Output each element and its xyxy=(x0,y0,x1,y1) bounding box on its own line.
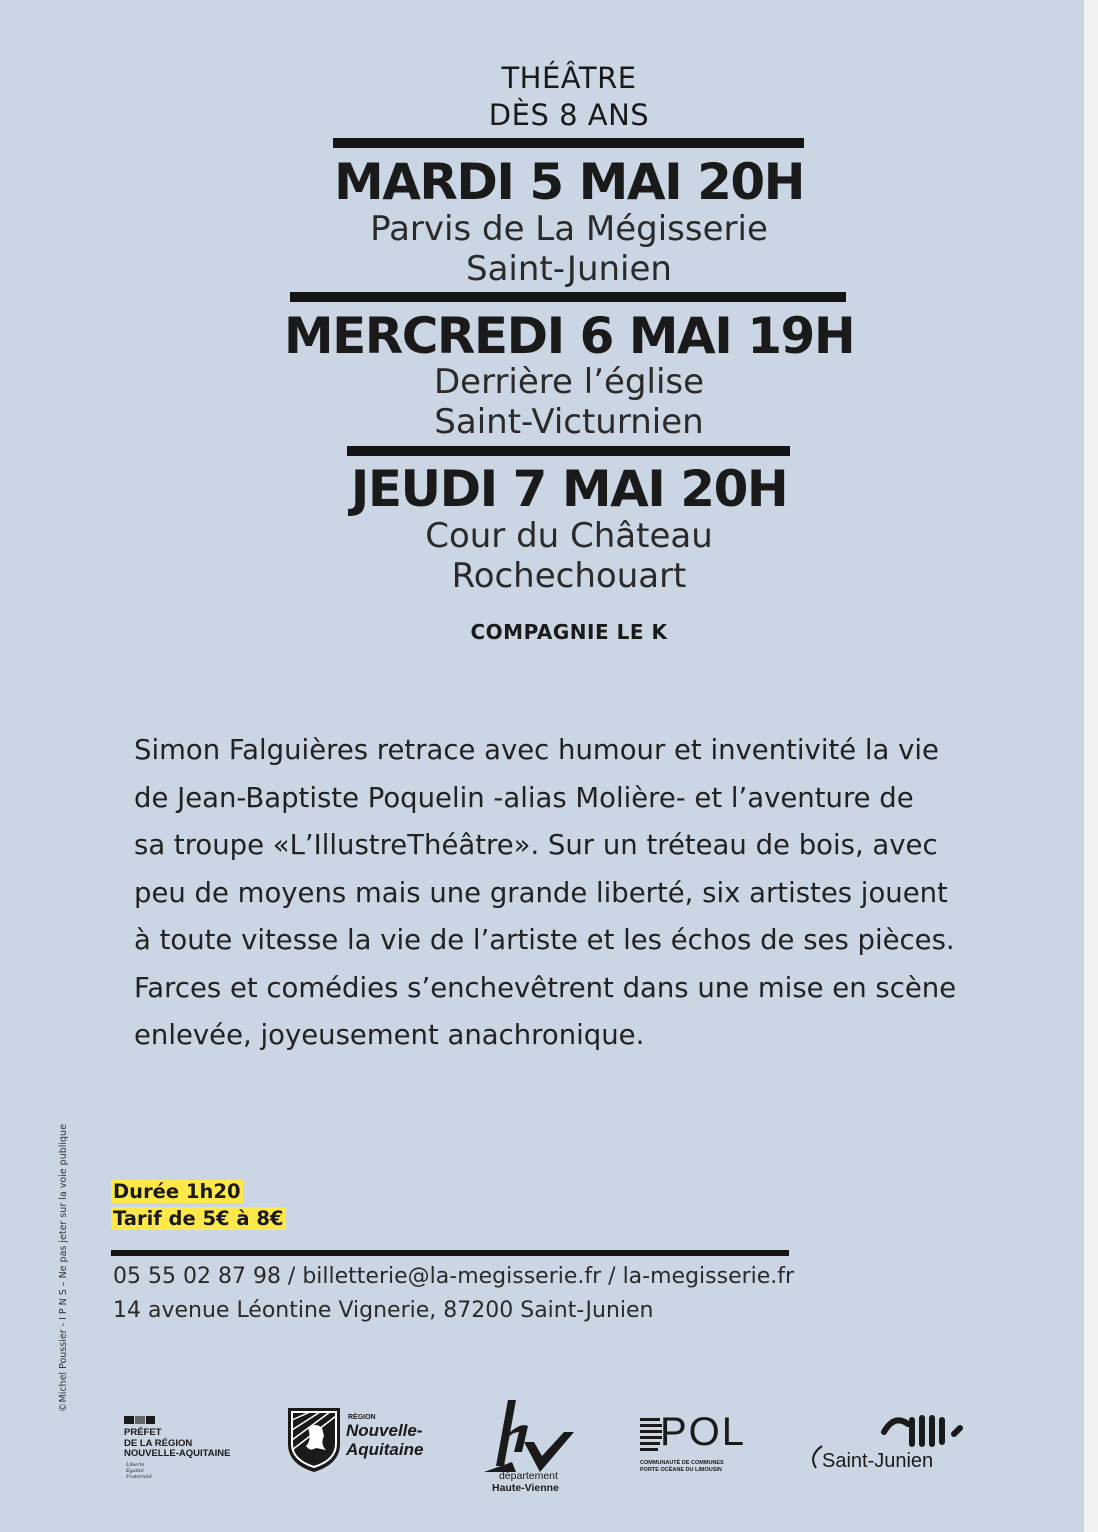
performance-date: MERCREDI 6 MAI 19H xyxy=(283,307,855,365)
performance-town: Rochechouart xyxy=(451,556,687,596)
practical-info xyxy=(111,1178,286,1232)
marianne-logo-icon xyxy=(124,1414,156,1426)
description-line: de Jean-Baptiste Poquelin -alias Molière- et l’aventure de xyxy=(134,781,914,814)
performance-place: Parvis de La Mégisserie xyxy=(370,209,768,249)
price-label: Tarif de 5€ à 8€ xyxy=(113,1207,284,1230)
departement-logo xyxy=(476,1396,586,1498)
performance-date: JEUDI 7 MAI 20H xyxy=(350,460,788,518)
pol-logo-icon xyxy=(640,1418,662,1452)
company-name: COMPAGNIE LE K xyxy=(470,620,668,644)
contact-address: 14 avenue Léontine Vignerie, 87200 Saint-Junien xyxy=(113,1298,654,1323)
description-line: Farces et comédies s’enchevêtrent dans une mise en scène xyxy=(134,971,957,1004)
region-logo xyxy=(286,1406,446,1476)
region-name-line: Aquitaine xyxy=(346,1440,424,1459)
genre-label: THÉÂTRE xyxy=(501,61,637,95)
departement-line: Haute-Vienne xyxy=(492,1482,559,1494)
description-line: peu de moyens mais une grande liberté, six artistes jouent xyxy=(134,876,948,909)
region-name-line: Nouvelle- xyxy=(346,1421,423,1440)
contact-block xyxy=(113,1260,794,1328)
pol-name: POL xyxy=(660,1410,747,1454)
pol-line: PORTE OCÉANE DU LIMOUSIN xyxy=(640,1467,722,1473)
saint-junien-logo xyxy=(804,1412,964,1478)
page-edge xyxy=(1084,0,1098,1532)
description-line: enlevée, joyeusement anachronique. xyxy=(134,1019,645,1051)
departement-line: département xyxy=(498,1470,558,1482)
contact-phone-email-web[interactable]: 05 55 02 87 98 / billetterie@la-megisserie.fr / la-megisserie.fr xyxy=(113,1264,795,1289)
pol-line: COMMUNAUTÉ DE COMMUNES xyxy=(640,1460,724,1466)
prefet-logo xyxy=(124,1414,254,1484)
hv-logo-icon xyxy=(476,1396,576,1474)
divider-rule xyxy=(333,138,804,148)
performance-town: Saint-Junien xyxy=(466,249,672,289)
description-line: Simon Falguières retrace avec humour et inventivité la vie xyxy=(134,734,939,766)
duration-label: Durée 1h20 xyxy=(113,1180,241,1203)
description-line: à toute vitesse la vie de l’artiste et les échos de ses pièces. xyxy=(134,924,955,956)
prefet-line: DE LA RÉGION xyxy=(124,1437,193,1449)
performance-town: Saint-Victurnien xyxy=(434,402,704,442)
motto-line: Fraternité xyxy=(126,1474,152,1480)
motto-line: Égalité xyxy=(126,1468,144,1474)
age-label: DÈS 8 ANS xyxy=(488,98,650,132)
pol-logo xyxy=(640,1410,760,1484)
saint-junien-name: Saint-Junien xyxy=(822,1450,934,1472)
genre-block xyxy=(0,60,1098,134)
description-line: sa troupe «L’IllustreThéâtre». Sur un tréteau de bois, avec xyxy=(134,829,938,861)
prefet-line: NOUVELLE-AQUITAINE xyxy=(124,1448,231,1459)
description xyxy=(134,727,994,1060)
performance-date: MARDI 5 MAI 20H xyxy=(333,153,805,211)
performance-place: Cour du Château xyxy=(425,516,713,556)
region-small-label: RÉGION xyxy=(348,1414,376,1421)
divider-rule xyxy=(290,292,846,302)
performance-place: Derrière l’église xyxy=(433,362,705,402)
prefet-line: PRÉFET xyxy=(124,1427,162,1438)
divider-rule xyxy=(111,1250,789,1256)
motto-line: Liberté xyxy=(126,1462,145,1468)
lion-shield-icon xyxy=(286,1406,342,1474)
divider-rule xyxy=(347,446,790,456)
photo-credit: ©Michel Poussier - I P N S – Ne pas jeter sur la voie publique xyxy=(58,1124,69,1412)
